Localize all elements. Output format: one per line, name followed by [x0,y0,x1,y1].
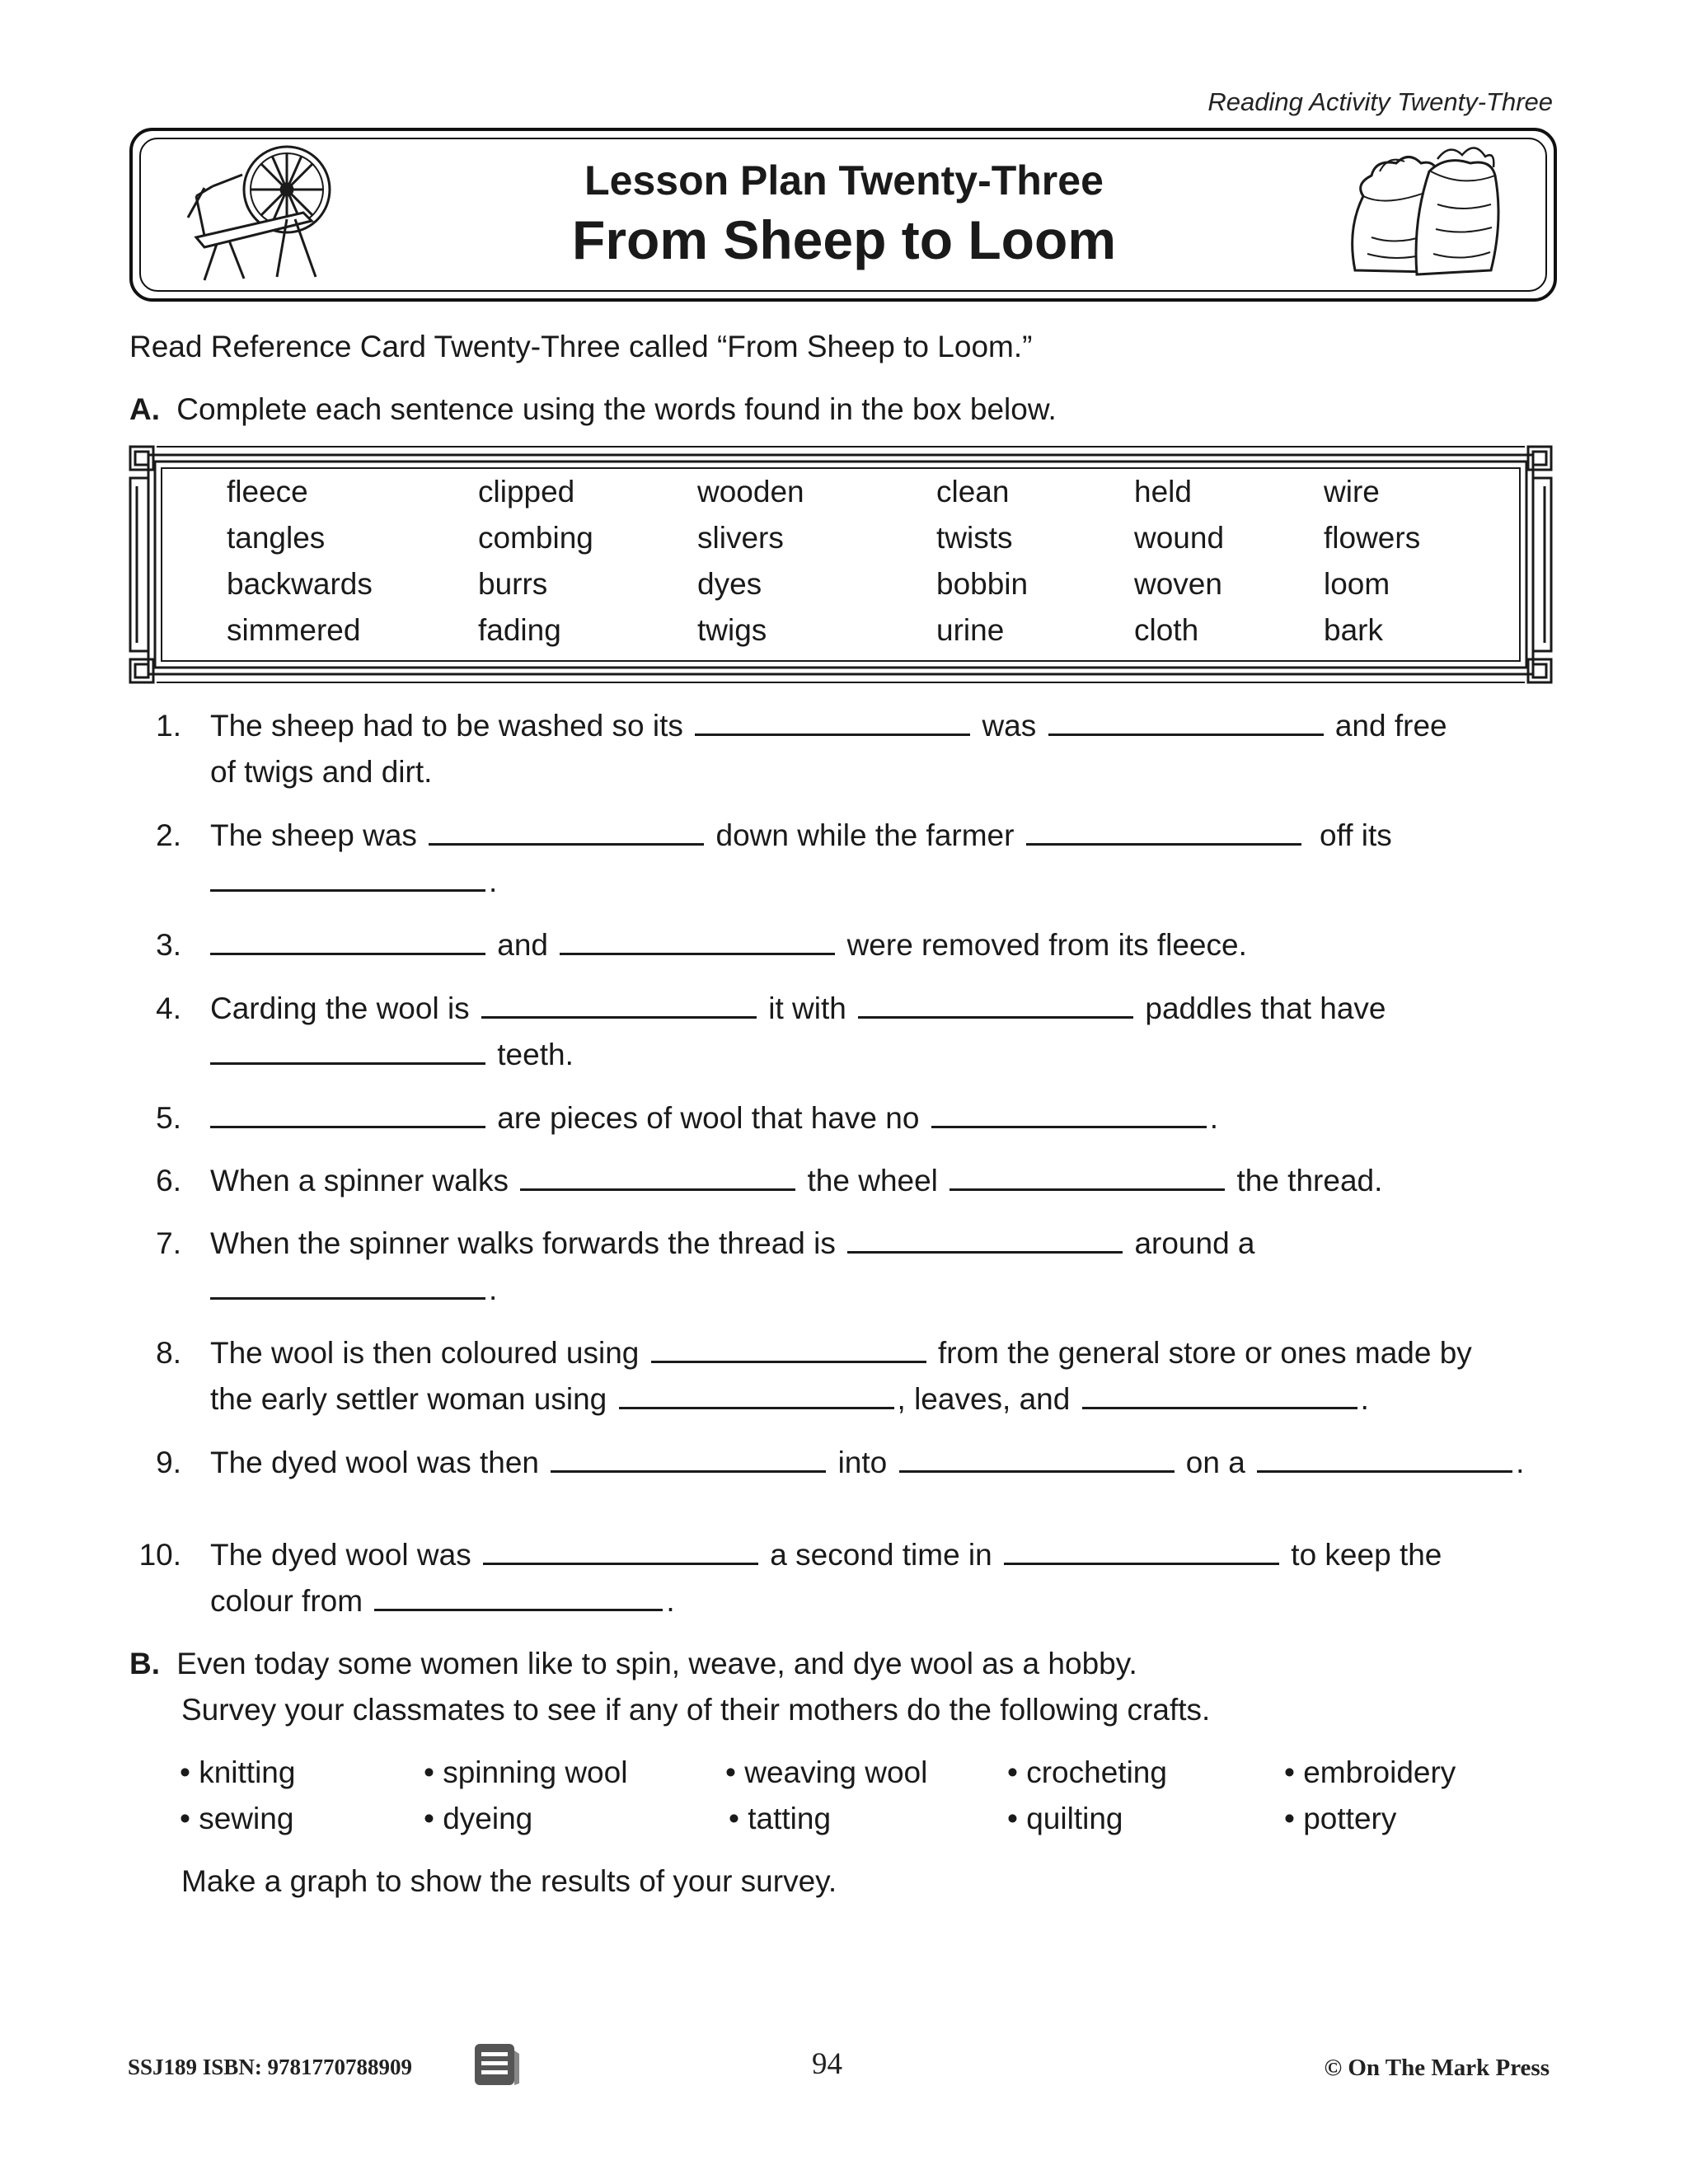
q4-blank-1[interactable] [481,991,757,1019]
question-8-cont [210,1382,1369,1417]
q9-blank-2[interactable] [899,1446,1175,1473]
word-twists: twists [936,521,1013,555]
q3-blank-1[interactable] [210,928,485,955]
word-clean: clean [936,475,1010,509]
q8-text-b: from the general store or ones made by [937,1336,1472,1370]
q2-text-c: off its [1320,818,1392,852]
question-3 [210,928,1247,963]
question-number: 4. [156,991,181,1025]
craft-item: • crocheting [1007,1755,1167,1789]
q2-blank-2[interactable] [1026,818,1301,846]
q10-text-c: to keep the [1291,1538,1442,1572]
word-twigs: twigs [697,613,767,647]
word-clipped: clipped [478,475,575,509]
q8-text-a: The wool is then coloured using [210,1336,640,1370]
question-2 [210,818,1392,853]
q5-text-b: . [1209,1101,1219,1135]
question-number: 6. [156,1164,181,1197]
q10-text-d: colour from [210,1584,363,1618]
section-b-letter: B. [129,1647,160,1680]
question-number: 10. [138,1538,181,1572]
q4-text-c: paddles that have [1145,991,1386,1025]
q2-text-b: down while the farmer [715,818,1015,852]
q9-text-a: The dyed wool was then [210,1446,540,1479]
lesson-title: From Sheep to Loom [572,209,1116,270]
q4-blank-3[interactable] [210,1038,485,1065]
q1-blank-1[interactable] [695,709,970,736]
book-stack-icon [471,2041,523,2088]
section-b-heading [129,1647,1137,1681]
question-7-cont [210,1272,497,1307]
craft-item: • quilting [1007,1802,1123,1835]
word-backwards: backwards [227,567,373,601]
q6-text-a: When a spinner walks [210,1164,509,1197]
question-2-cont [210,865,497,899]
craft-item: • sewing [180,1802,294,1835]
question-4 [210,991,1386,1026]
q1-text-a: The sheep had to be washed so its [210,709,683,743]
q5-blank-1[interactable] [210,1101,485,1128]
q4-text-b: it with [768,991,846,1025]
q10-blank-2[interactable] [1004,1538,1279,1565]
q9-blank-1[interactable] [551,1446,826,1473]
q10-text-e: . [666,1584,675,1618]
q4-text-a: Carding the wool is [210,991,470,1025]
word-flowers: flowers [1324,521,1421,555]
q3-text-b: were removed from its fleece. [846,928,1247,962]
word-tangles: tangles [227,521,326,555]
section-b-line1: Even today some women like to spin, weave, and dye wool as a hobby. [176,1647,1137,1680]
intro-text: Read Reference Card Twenty-Three called “From Sheep to Loom.” [129,330,1033,363]
q7-text-b: around a [1134,1226,1255,1260]
q10-blank-1[interactable] [483,1538,758,1565]
q1-text-c: and free [1334,709,1447,743]
q7-blank-2[interactable] [210,1272,485,1300]
word-fading: fading [478,613,561,647]
craft-item: • pottery [1284,1802,1397,1835]
q2-text-a: The sheep was [210,818,417,852]
q6-blank-2[interactable] [950,1164,1225,1191]
q5-text-a: are pieces of wool that have no [497,1101,920,1135]
question-5 [210,1101,1218,1136]
q4-text-d: teeth. [497,1038,574,1071]
word-bobbin: bobbin [936,567,1029,601]
question-7 [210,1226,1255,1261]
q9-text-b: into [837,1446,888,1479]
word-slivers: slivers [697,521,784,555]
word-dyes: dyes [697,567,762,601]
question-1 [210,709,1447,743]
q8-text-c: the early settler woman using [210,1382,607,1416]
question-number: 9. [156,1446,181,1479]
q1-text-b: was [982,709,1037,743]
page-number: 94 [812,2047,842,2081]
q10-blank-3[interactable] [374,1584,663,1611]
q3-text-a: and [497,928,549,962]
question-number: 2. [156,818,181,852]
q1-blank-2[interactable] [1048,709,1324,736]
section-b-line2: Survey your classmates to see if any of their mothers do the following crafts. [181,1693,1211,1727]
q10-text-a: The dyed wool was [210,1538,471,1572]
lesson-subtitle: Lesson Plan Twenty-Three [584,157,1104,204]
q6-text-c: the thread. [1236,1164,1383,1197]
word-woven: woven [1134,567,1222,601]
q7-text-c: . [489,1272,498,1306]
craft-item: • tatting [729,1802,832,1835]
word-held: held [1134,475,1192,509]
question-10-cont [210,1584,675,1619]
question-6 [210,1164,1382,1198]
word-loom: loom [1324,567,1390,601]
question-number: 1. [156,709,181,743]
question-10 [210,1538,1442,1572]
footer-publisher: © On The Mark Press [1324,2055,1550,2081]
word-wooden: wooden [697,475,804,509]
word-cloth: cloth [1134,613,1199,647]
question-number: 8. [156,1336,181,1370]
craft-item: • weaving wool [725,1755,928,1789]
q9-blank-3[interactable] [1257,1446,1512,1473]
q8-text-d: , leaves, and [897,1382,1071,1416]
q2-blank-1[interactable] [429,818,704,846]
q9-text-c: on a [1185,1446,1245,1479]
question-number: 5. [156,1101,181,1135]
word-fleece: fleece [227,475,308,509]
q7-text-a: When the spinner walks forwards the thread is [210,1226,836,1260]
section-a-letter: A. [129,392,160,426]
q4-blank-2[interactable] [858,991,1133,1019]
question-1-cont: of twigs and dirt. [210,755,433,789]
question-number: 3. [156,928,181,962]
section-a-instruction: Complete each sentence using the words found in the box below. [176,392,1057,426]
q8-text-e: . [1360,1382,1369,1416]
craft-item: • spinning wool [424,1755,628,1789]
word-combing: combing [478,521,593,555]
q8-blank-1[interactable] [651,1336,926,1363]
word-wound: wound [1134,521,1225,555]
q10-text-b: a second time in [770,1538,992,1572]
craft-item: • knitting [180,1755,296,1789]
word-wire: wire [1324,475,1380,509]
word-urine: urine [936,613,1005,647]
question-9 [210,1446,1524,1480]
q3-blank-2[interactable] [560,928,835,955]
section-a-heading [129,392,1057,427]
question-8 [210,1336,1472,1371]
section-b-closing: Make a graph to show the results of your survey. [181,1864,837,1898]
q8-blank-2[interactable] [619,1382,894,1409]
q8-blank-3[interactable] [1082,1382,1357,1409]
q6-blank-1[interactable] [520,1164,795,1191]
q2-blank-3[interactable] [210,865,485,892]
craft-item: • dyeing [424,1802,533,1835]
q6-text-b: the wheel [807,1164,938,1197]
question-number: 7. [156,1226,181,1260]
craft-item: • embroidery [1284,1755,1456,1789]
word-bark: bark [1324,613,1383,647]
word-burrs: burrs [478,567,548,601]
q5-blank-2[interactable] [931,1101,1207,1128]
q7-blank-1[interactable] [847,1226,1123,1254]
q9-text-d: . [1516,1446,1525,1479]
word-simmered: simmered [227,613,361,647]
question-4-cont [210,1038,574,1072]
q2-text-d: . [489,865,498,898]
activity-label: Reading Activity Twenty-Three [1207,87,1553,116]
footer-code-isbn: SSJ189 ISBN: 9781770788909 [128,2055,413,2079]
